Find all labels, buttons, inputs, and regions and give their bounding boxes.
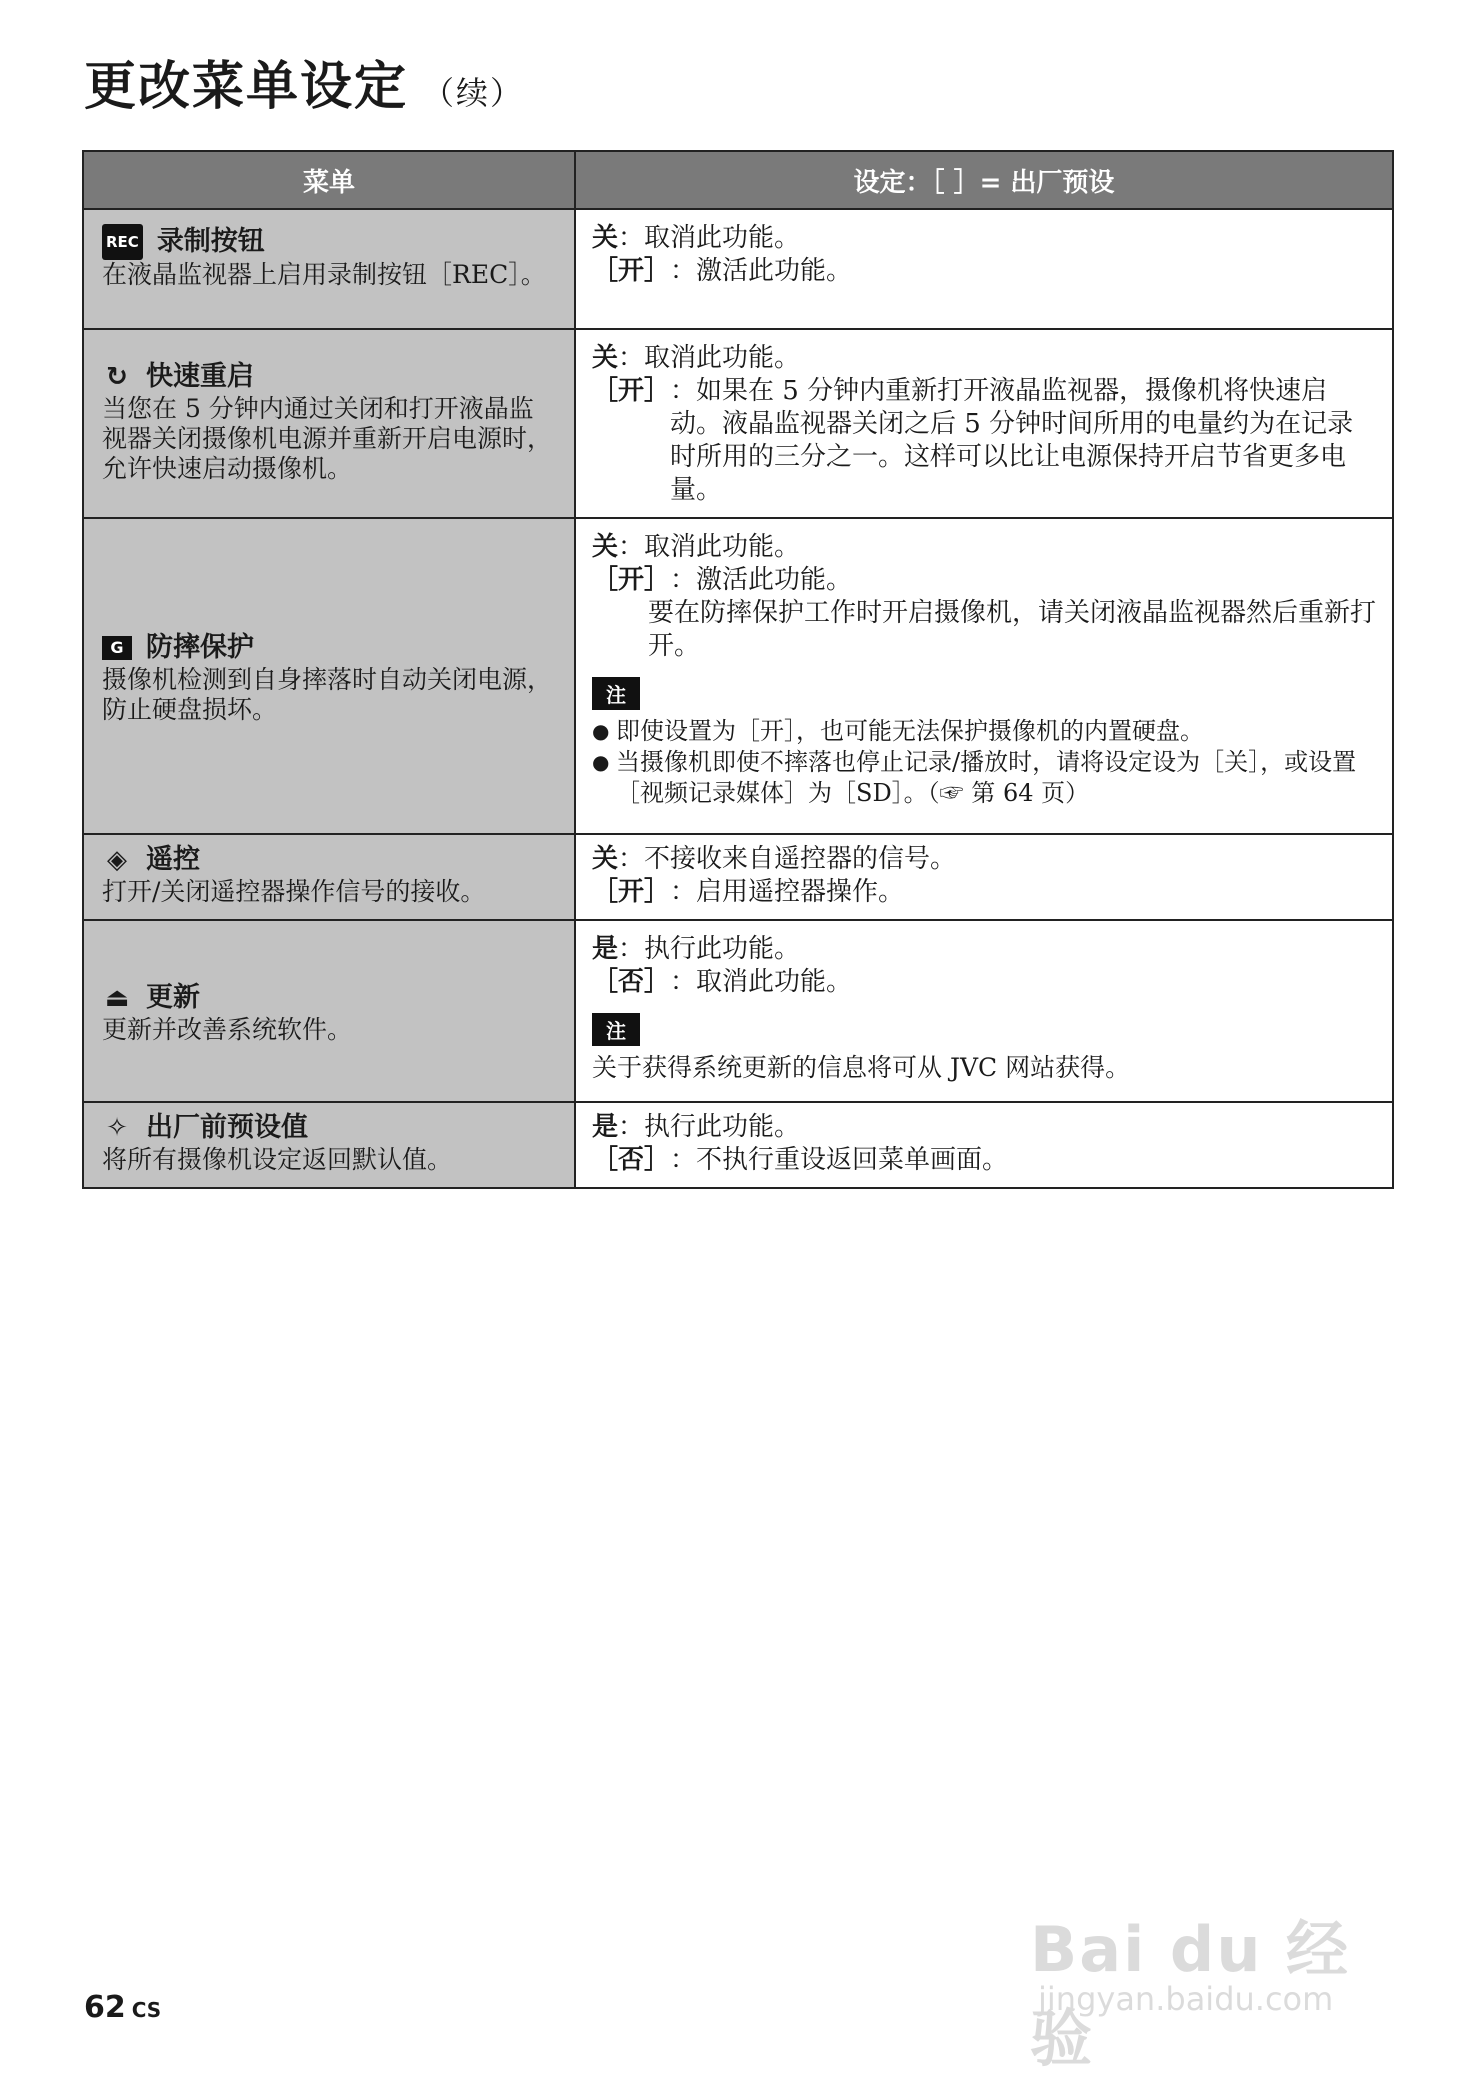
item-title [102,843,558,877]
setting-extra-text: 要在防摔保护工作时开启摄像机，请关闭液晶监视器然后重新打开。 [648,598,1377,661]
setting-option: 关 ：取消此功能。 [592,343,801,373]
item-title-text: 防摔保护 [146,632,254,663]
item-desc: 更新并改善系统软件。 [102,1015,353,1044]
setting-option: ［否］ ：不执行重设返回菜单画面。 [592,1145,1009,1175]
baidu-watermark [1030,1860,1390,2075]
setting-option: ［否］ ：取消此功能。 [592,967,853,997]
item-title-text: 录制按钮 [156,226,265,257]
setting-option: 关 ：取消此功能。 [592,532,801,562]
item-title-text: 快速重启 [146,361,254,392]
setting-cell [575,518,1393,834]
setting-option: ［开］ ：激活此功能。 [592,256,853,286]
item-desc: 在液晶监视器上启用录制按钮［REC］。 [102,260,546,289]
table-row [83,1102,1393,1188]
menu-cell [83,329,575,518]
item-desc: 摄像机检测到自身摔落时自动关闭电源，防止硬盘损坏。 [102,665,553,724]
item-title [102,981,558,1015]
page-number: 62 CS [84,1990,162,2025]
factory-preset-icon: ✧ [106,1113,128,1143]
table-row [83,518,1393,834]
item-title-text: 更新 [146,982,200,1013]
setting-cell [575,209,1393,329]
menu-cell [83,834,575,920]
setting-option: ［开］ ：激活此功能。 [592,565,853,595]
table-row [83,920,1393,1102]
item-title [102,631,558,665]
menu-settings-table [82,150,1394,1189]
bullet-icon: ● [592,750,610,774]
item-title [102,224,558,260]
setting-cell [575,920,1393,1102]
menu-cell [83,1102,575,1188]
setting-option: 关 ：不接收来自遥控器的信号。 [592,844,957,874]
item-title [102,360,558,394]
table-row [83,209,1393,329]
watermark-brand: Bai du 经验 [1030,1913,1351,2075]
table-row [83,834,1393,920]
setting-option: ［开］ ：如果在 5 分钟内重新打开液晶监视器，摄像机将快速启动。液晶监视器关闭之后 5 分钟时间所用的电量约为在记录时所用的三分之一。这样可以比让电源保持开启节省更多电量。 [592,376,1354,505]
table-row [83,329,1393,518]
item-desc: 将所有摄像机设定返回默认值。 [102,1145,453,1174]
setting-option: 是 ：执行此功能。 [592,934,801,964]
item-title-text: 出厂前预设值 [146,1112,308,1143]
page-title [84,44,524,119]
quick-restart-icon: ↻ [106,362,128,392]
drop-detection-icon: G [102,636,132,660]
header-setting: 设定：［ ］= 出厂预设 [575,151,1393,209]
bullet-icon: ● [592,719,610,743]
setting-cell [575,329,1393,518]
menu-cell [83,209,575,329]
watermark-url: jingyan.baidu.com [1038,1980,1334,2018]
setting-cell [575,1102,1393,1188]
setting-cell [575,834,1393,920]
item-title-text: 遥控 [146,844,200,875]
item-desc: 当您在 5 分钟内通过关闭和打开液晶监视器关闭摄像机电源并重新开启电源时，允许快速启动摄像机。 [102,394,553,483]
note-label: 注 [592,677,640,710]
remote-icon: ◈ [107,845,127,875]
page-title-suffix: （续） [422,74,525,112]
update-icon: ⏏ [104,983,130,1013]
note-item: ● 即使设置为［开］，也可能无法保护摄像机的内置硬盘。 [592,717,1204,745]
menu-cell [83,920,575,1102]
note-text: 关于获得系统更新的信息将可从 JVC 网站获得。 [592,1053,1131,1082]
header-menu: 菜单 [83,151,575,209]
menu-cell [83,518,575,834]
note-label: 注 [592,1013,640,1046]
item-title [102,1111,558,1145]
page-title-text: 更改菜单设定 [84,57,409,117]
rec-button-icon: REC [102,224,143,260]
setting-option: 关 ：取消此功能。 [592,223,801,253]
item-desc: 打开/关闭遥控器操作信号的接收。 [102,877,486,906]
setting-option: ［开］ ：启用遥控器操作。 [592,877,905,907]
setting-option: 是 ：执行此功能。 [592,1112,801,1142]
note-item: ● 当摄像机即使不摔落也停止记录/播放时，请将设定设为［关］，或设置［视频记录媒体］为［SD］。（☞ 第 64 页） [592,748,1357,807]
